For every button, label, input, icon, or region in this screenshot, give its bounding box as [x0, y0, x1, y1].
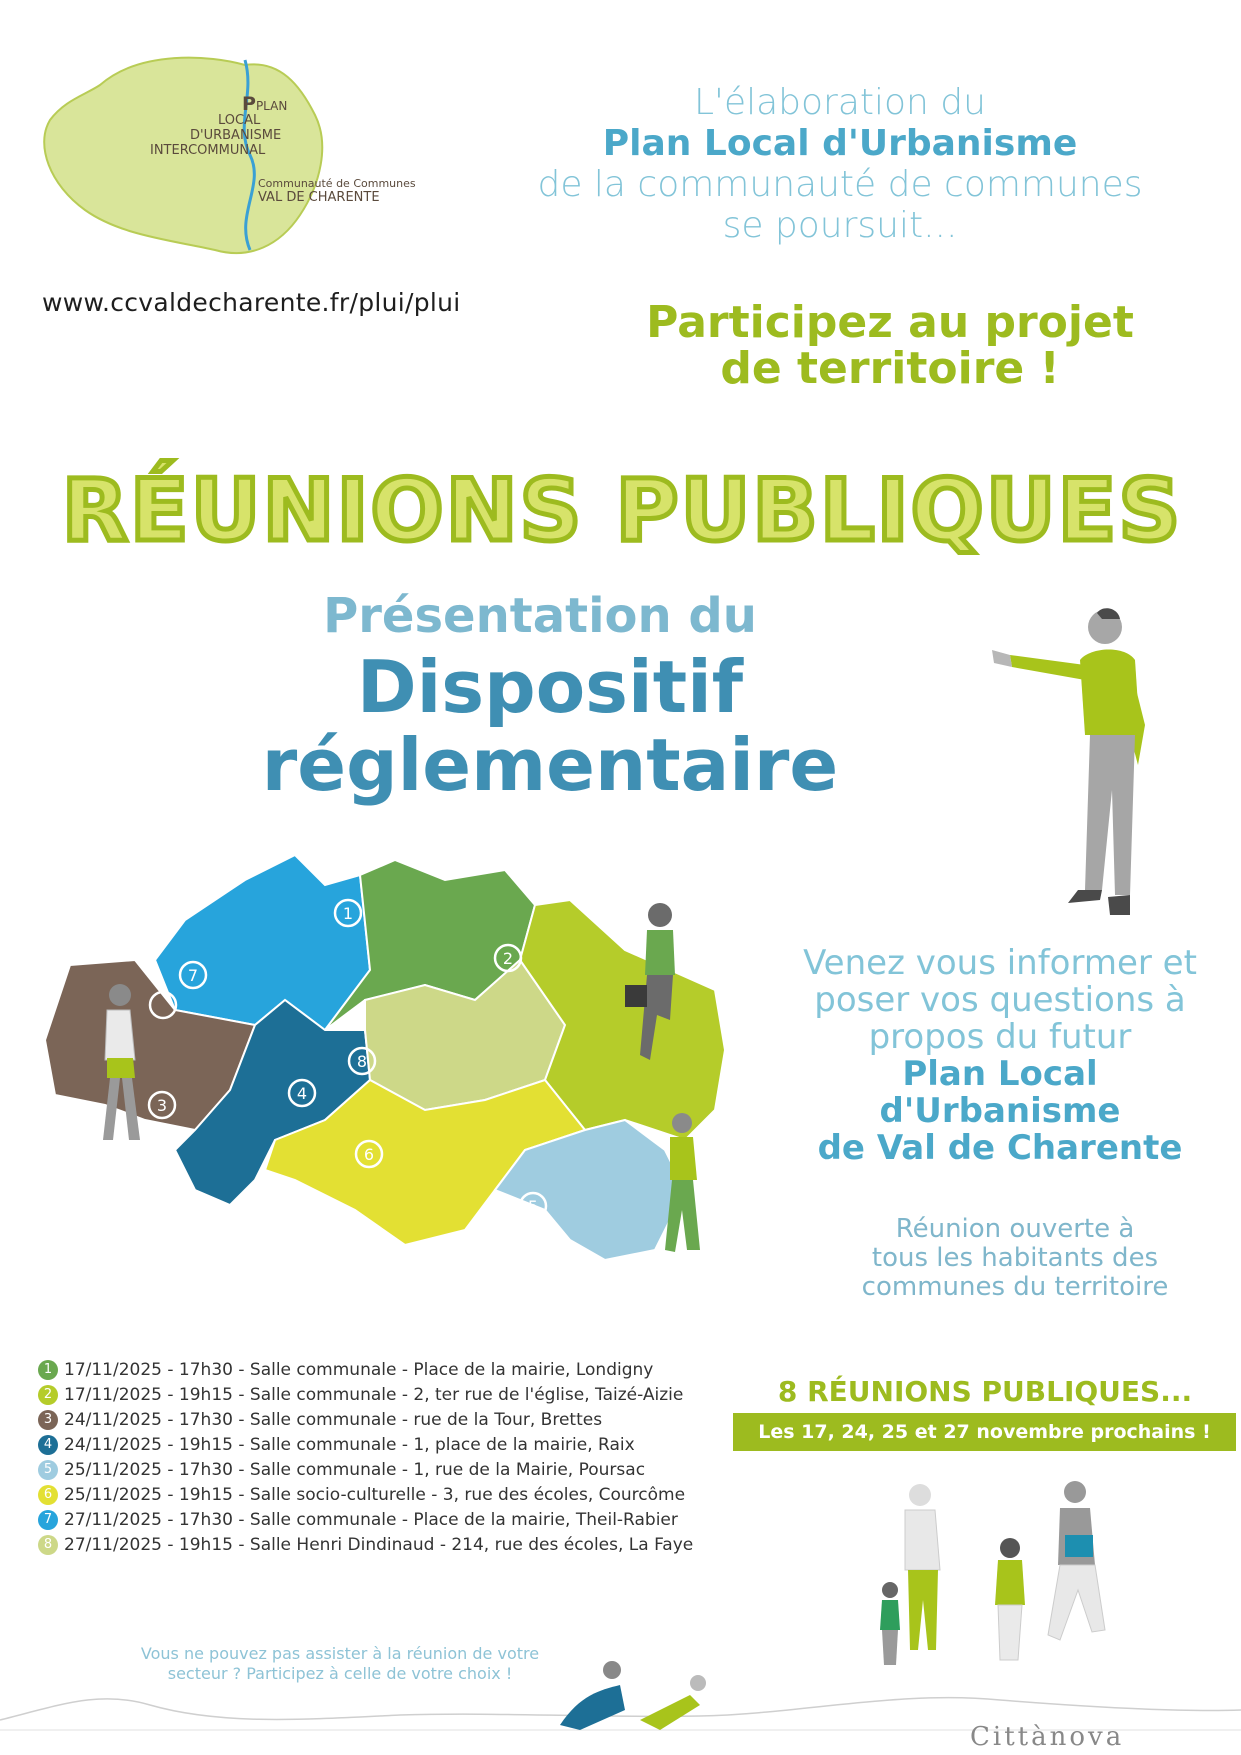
map-label-2: 2	[502, 949, 514, 968]
dispositif-heading	[200, 645, 900, 807]
schedule-text: 25/11/2025 - 17h30 - Salle communale - 1, rue de la Mairie, Poursac	[64, 1459, 646, 1480]
venez-line1: Venez vous informer et	[803, 943, 1197, 983]
website-url[interactable]: www.ccvaldecharente.fr/plui/plui	[42, 288, 461, 317]
schedule-text: 25/11/2025 - 19h15 - Salle socio-culturelle - 3, rue des écoles, Courcôme	[64, 1484, 686, 1505]
logo-sub2: VAL DE CHARENTE	[258, 190, 380, 205]
schedule-text: 24/11/2025 - 19h15 - Salle communale - 1, place de la mairie, Raix	[64, 1434, 635, 1455]
schedule-item	[38, 1407, 758, 1432]
presenter-illustration	[990, 605, 1170, 935]
schedule-item	[38, 1532, 758, 1557]
intro-line1: L'élaboration du	[694, 82, 986, 123]
schedule-text: 17/11/2025 - 17h30 - Salle communale - Place de la mairie, Londigny	[64, 1359, 654, 1380]
logo-line1: PLAN	[255, 99, 288, 113]
intro-line2: Plan Local d'Urbanisme	[602, 123, 1078, 164]
schedule-number: 3	[38, 1410, 58, 1430]
presentation-heading: Présentation du	[323, 588, 757, 644]
schedule-number: 4	[38, 1435, 58, 1455]
cittanova-brand: Cittànova	[970, 1722, 1125, 1752]
schedule-text: 27/11/2025 - 19h15 - Salle Henri Dindinaud - 214, rue des écoles, La Faye	[64, 1534, 694, 1555]
schedule-item	[38, 1382, 758, 1407]
ouverte-line3: communes du territoire	[861, 1272, 1169, 1302]
dispositif-line2: réglementaire	[261, 723, 839, 807]
venez-line2: poser vos questions à	[814, 980, 1186, 1020]
ouverte-line2: tous les habitants des	[871, 1243, 1159, 1273]
map-label-5: 5	[527, 1197, 539, 1216]
schedule-item	[38, 1482, 758, 1507]
ouverte-line1: Réunion ouverte à	[895, 1214, 1135, 1244]
schedule-item	[38, 1357, 758, 1382]
schedule-item	[38, 1457, 758, 1482]
logo-sub1: Communauté de Communes	[258, 177, 416, 190]
bottom-note-line2: secteur ? Participez à celle de votre choix !	[167, 1664, 513, 1683]
schedule-number: 6	[38, 1485, 58, 1505]
logo-line3: D'URBANISME	[190, 128, 282, 143]
schedule-number: 1	[38, 1360, 58, 1380]
intro-text	[490, 82, 1190, 246]
schedule-text: 24/11/2025 - 17h30 - Salle communale - rue de la Tour, Brettes	[64, 1409, 603, 1430]
schedule-item	[38, 1507, 758, 1532]
schedule-number: 8	[38, 1535, 58, 1555]
schedule-item	[38, 1432, 758, 1457]
dispositif-line1: Dispositif	[356, 645, 744, 729]
schedule-number: 7	[38, 1510, 58, 1530]
logo-line2: LOCAL	[218, 113, 261, 128]
map-label-3: 3	[156, 1096, 168, 1115]
venez-line4: Plan Local d'Urbanisme	[879, 1054, 1121, 1131]
bottom-note-line1: Vous ne pouvez pas assister à la réunion de votre	[140, 1644, 540, 1663]
territory-map	[25, 850, 825, 1370]
map-label-6: 6	[363, 1145, 375, 1164]
schedule-list	[38, 1357, 758, 1557]
zone-7	[155, 855, 370, 1030]
schedule-number: 5	[38, 1460, 58, 1480]
map-label-7: 7	[187, 966, 199, 985]
participez-line2: de territoire !	[720, 343, 1060, 394]
map-label-8: 8	[356, 1052, 368, 1071]
reclining-people-illustration	[560, 1661, 706, 1730]
schedule-text: 27/11/2025 - 17h30 - Salle communale - Place de la mairie, Theil-Rabier	[64, 1509, 678, 1530]
venez-line5: de Val de Charente	[817, 1128, 1183, 1168]
participez-heading	[590, 297, 1190, 394]
map-label-4: 4	[296, 1084, 308, 1103]
intro-line3: de la communauté de communes	[537, 164, 1143, 205]
main-title	[0, 455, 1241, 569]
schedule-number: 2	[38, 1385, 58, 1405]
logo-line4: INTERCOMMUNAL	[150, 143, 266, 158]
intro-line4: se poursuit...	[722, 205, 958, 246]
eight-reunions-heading: 8 RÉUNIONS PUBLIQUES...	[777, 1375, 1193, 1408]
venez-text	[780, 945, 1220, 1167]
main-title-text: RÉUNIONS PUBLIQUES	[61, 461, 1183, 561]
map-label-1: 1	[342, 904, 354, 923]
schedule-text: 17/11/2025 - 19h15 - Salle communale - 2, ter rue de l'église, Taizé-Aizie	[64, 1384, 684, 1405]
venez-line3: propos du futur	[868, 1017, 1132, 1057]
dates-banner: Les 17, 24, 25 et 27 novembre prochains !	[733, 1413, 1236, 1451]
ouverte-text	[840, 1215, 1190, 1302]
plui-logo: PPLAN LOCAL D'URBANISME INTERCOMMUNAL Communauté de Communes VAL DE CHARENTE	[30, 45, 460, 269]
participez-line1: Participez au projet	[646, 297, 1134, 348]
